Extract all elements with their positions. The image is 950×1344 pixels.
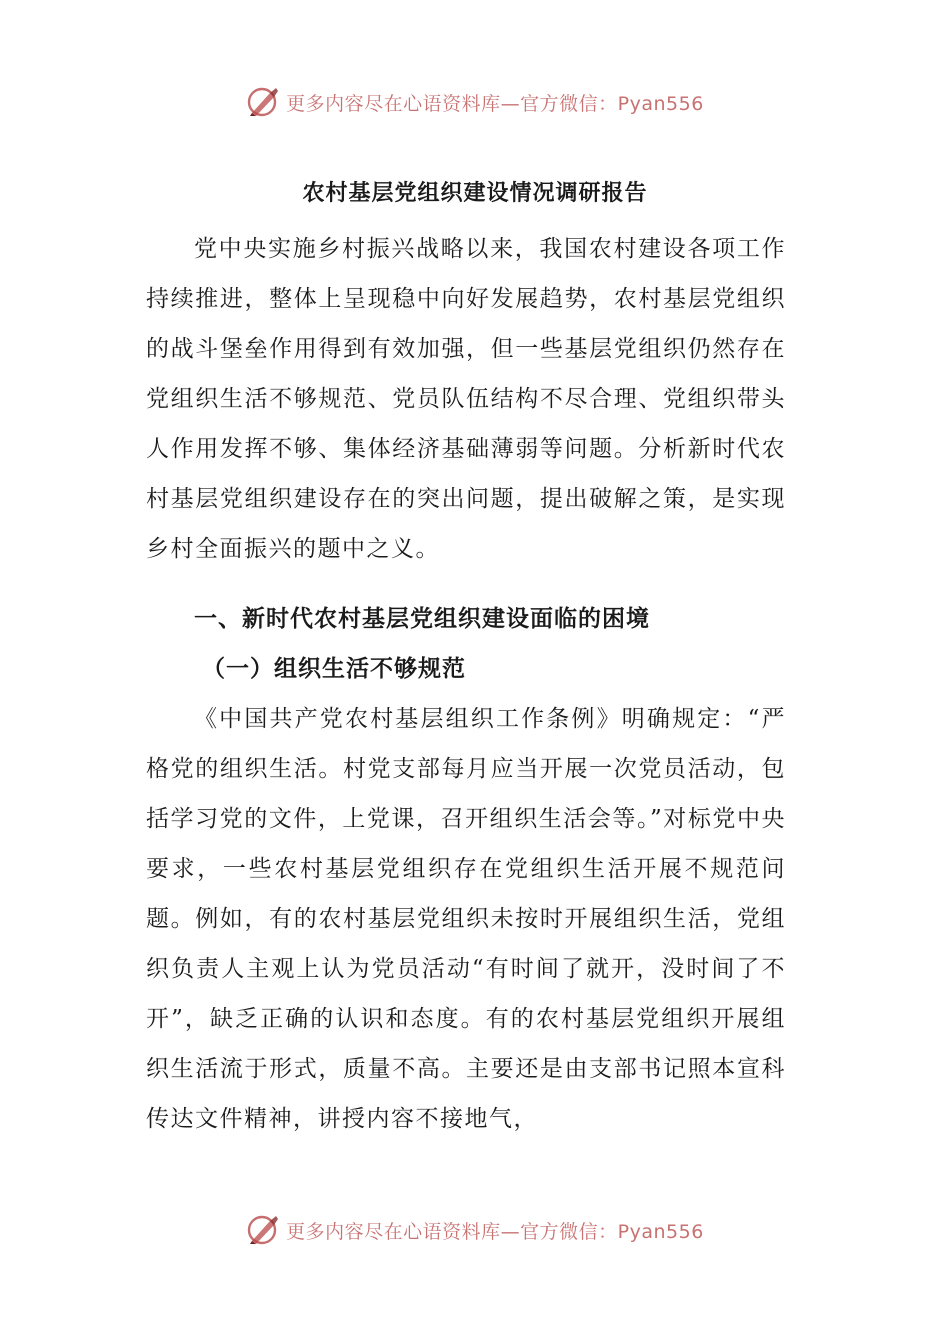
section-heading: 一、新时代农村基层党组织建设面临的困境	[194, 606, 650, 632]
document-title: 农村基层党组织建设情况调研报告	[302, 181, 648, 206]
footer-watermark	[0, 1210, 950, 1250]
header-watermark	[0, 82, 950, 122]
intro-paragraph: 党中央实施乡村振兴战略以来，我国农村建设各项工作持续推进，整体上呈现稳中向好发展趋势，农村基层党组织的战斗堡垒作用得到有效加强，但一些基层党组织仍然存在党组织生活不够规范、党员队伍结构不尽合理、党组织带头人作用发挥不够、集体经济基础薄弱等问题。分析新时代农村基层党组织建设存在的突出问题，提出破解之策，是实现乡村全面振兴的题中之义。	[146, 236, 786, 562]
subsection-paragraph: 《中国共产党农村基层组织工作条例》明确规定：“严格党的组织生活。村党支部每月应当开展一次党员活动，包括学习党的文件，上党课，召开组织生活会等。”对标党中央要求，一些农村基层党组织存在党组织生活开展不规范问题。例如，有的农村基层党组织未按时开展组织生活，党组织负责人主观上认为党员活动“有时间了就开，没时间了不开”，缺乏正确的认识和态度。有的农村基层党组织开展组织生活流于形式，质量不高。主要还是由支部书记照本宣科传达文件精神，讲授内容不接地气，	[146, 706, 786, 1132]
subsection-heading: （一）组织生活不够规范	[202, 656, 466, 682]
watermark-text: 更多内容尽在心语资料库—官方微信：Pyan556	[286, 92, 704, 115]
pen-logo-icon	[246, 1213, 280, 1247]
watermark-text: 更多内容尽在心语资料库—官方微信：Pyan556	[286, 1220, 704, 1243]
pen-logo-icon	[246, 85, 280, 119]
